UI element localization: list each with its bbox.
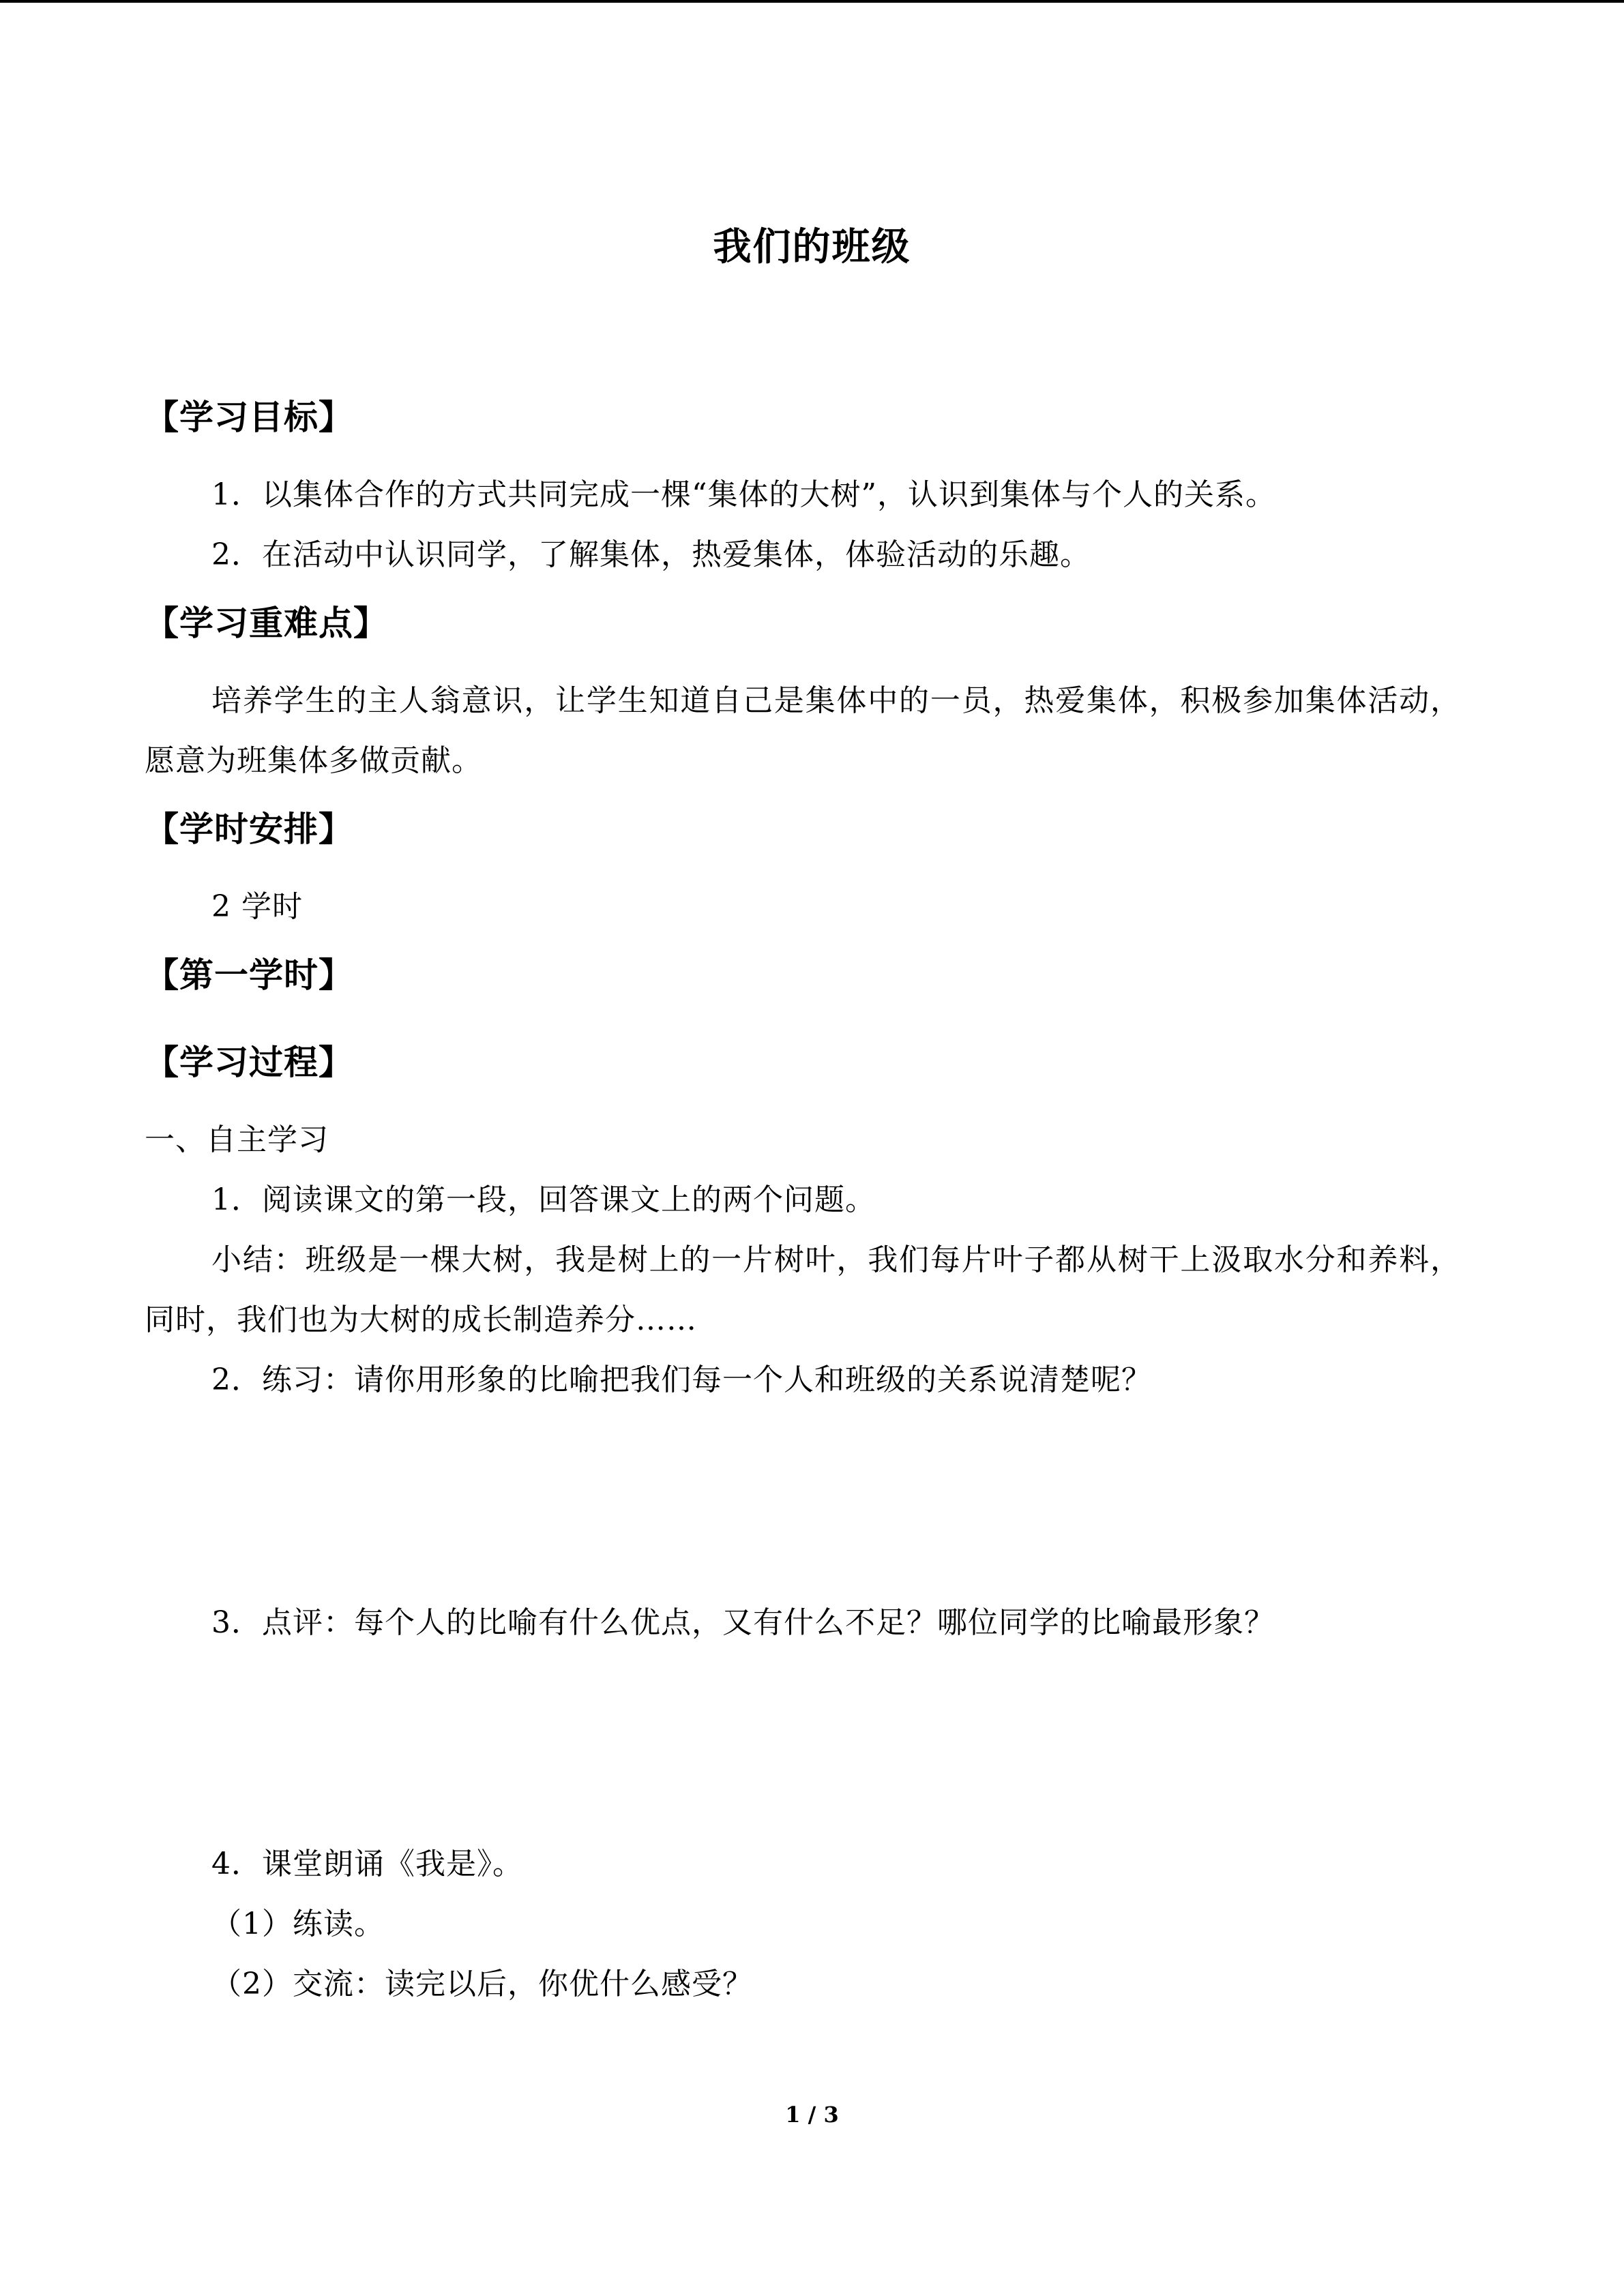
section-heading-process: 【学习过程】 [145, 1043, 353, 1082]
process-item-2: 2．练习：请你用形象的比喻把我们每一个人和班级的关系说清楚呢？ [211, 1362, 1152, 1397]
process-sub-item-1: （1）练读。 [211, 1907, 385, 1941]
section-heading-objectives: 【学习目标】 [145, 398, 353, 437]
process-item-4: 4．课堂朗诵《我是》。 [211, 1847, 523, 1881]
process-sub-item-2: （2）交流：读完以后，你优什么感受？ [211, 1967, 753, 2001]
key-points-text: 培养学生的主人翁意识，让学生知道自己是集体中的一员，热爱集体，积极参加集体活动，愿意为班集体多做贡献。 [145, 683, 1461, 778]
section-heading-schedule: 【学时安排】 [145, 809, 353, 849]
objective-item-2: 2．在活动中认识同学，了解集体，热爱集体，体验活动的乐趣。 [211, 537, 1091, 572]
process-part-title: 一、自主学习 [145, 1122, 329, 1157]
page-number: 1 / 3 [785, 2102, 839, 2128]
schedule-text: 2 学时 [211, 889, 303, 924]
section-heading-key-points: 【学习重难点】 [145, 603, 388, 643]
process-summary: 小结：班级是一棵大树，我是树上的一片树叶，我们每片叶子都从树干上汲取水分和养料，同时，我们也为大树的成长制造养分…… [145, 1242, 1461, 1337]
page-title: 我们的班级 [713, 225, 911, 269]
process-item-3: 3．点评：每个人的比喻有什么优点，又有什么不足？哪位同学的比喻最形象？ [211, 1605, 1275, 1640]
process-item-1: 1．阅读课文的第一段，回答课文上的两个问题。 [211, 1182, 876, 1217]
section-heading-first-period: 【第一学时】 [145, 955, 353, 995]
objective-item-1: 1．以集体合作的方式共同完成一棵“集体的大树”，认识到集体与个人的关系。 [211, 477, 1276, 512]
